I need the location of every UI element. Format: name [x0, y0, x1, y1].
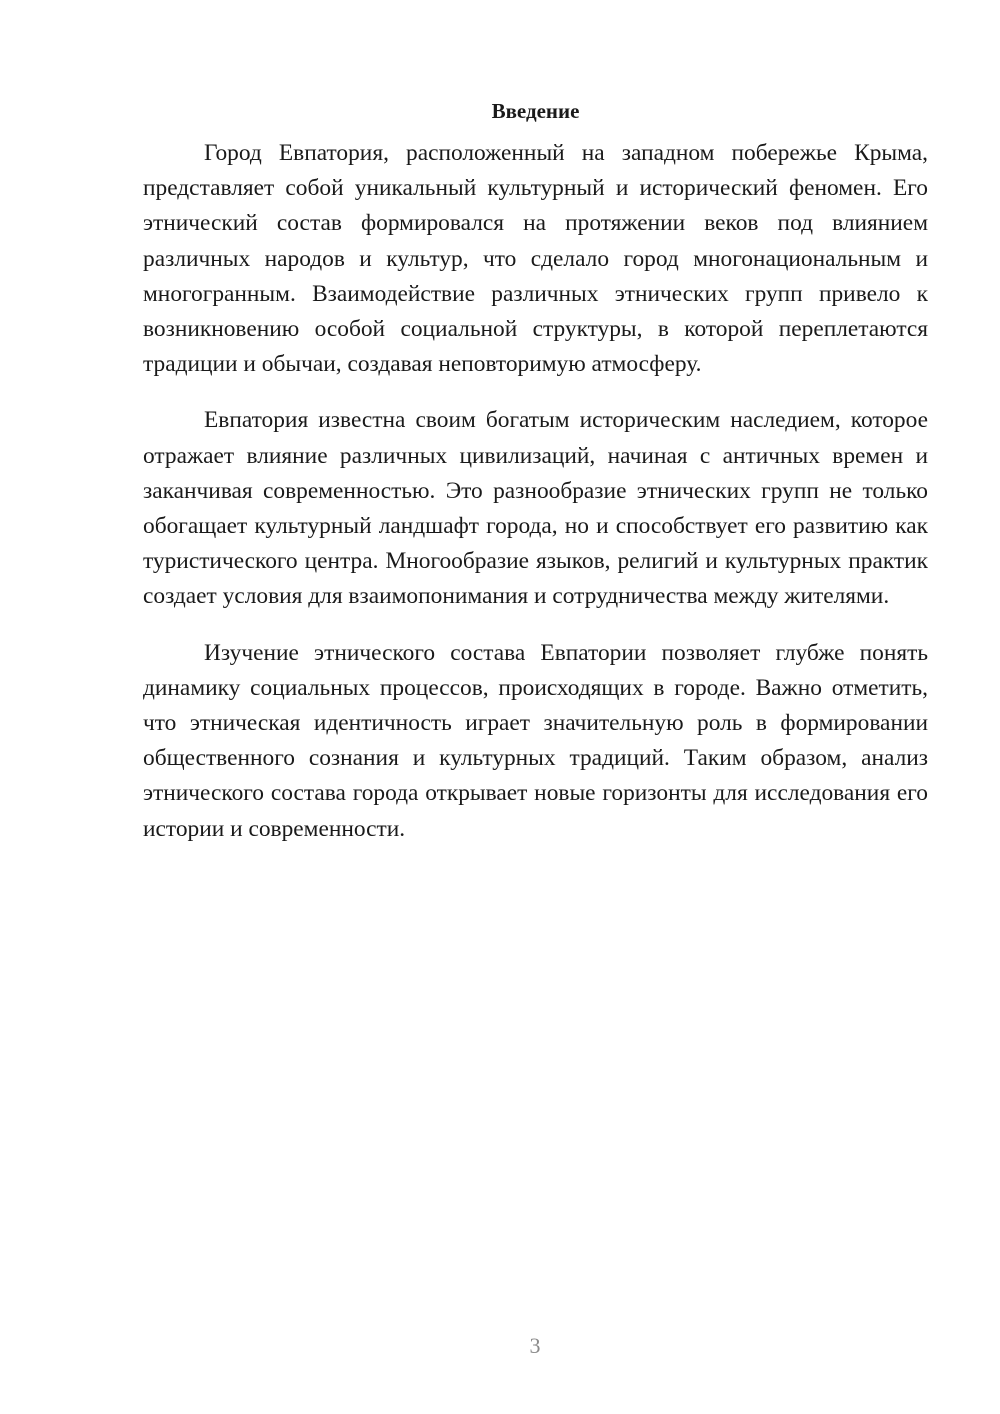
- page-number: 3: [529, 1333, 541, 1358]
- paragraph-2: Евпатория известна своим богатым историческим наследием, которое отражает влияние различных цивилизаций, начиная с античных времен и заканчивая современностью. Это разнообразие этнических групп не только обогащает культурный ландшафт города, но и способствует его развитию как туристического центра. Многообразие языков, религий и культурных практик создает условия для взаимопонимания и сотрудничества между жителями.: [143, 407, 928, 610]
- section-heading: Введение: [491, 99, 580, 123]
- page-content: [143, 96, 928, 868]
- paragraph-1: Город Евпатория, расположенный на западном побережье Крыма, представляет собой уникальный культурный и исторический феномен. Его этнический состав формировался на протяжении веков под влиянием различных народов и культур, что сделало город многонациональным и многогранным. Взаимодействие различных этнических групп привело к возникновению особой социальной структуры, в которой переплетаются традиции и обычаи, создавая неповторимую атмосферу.: [143, 140, 928, 378]
- paragraph-3: Изучение этнического состава Евпатории позволяет глубже понять динамику социальных процессов, происходящих в городе. Важно отметить, что этническая идентичность играет значительную роль в формировании общественного сознания и культурных традиций. Таким образом, анализ этнического состава города открывает новые горизонты для исследования его истории и современности.: [143, 639, 928, 842]
